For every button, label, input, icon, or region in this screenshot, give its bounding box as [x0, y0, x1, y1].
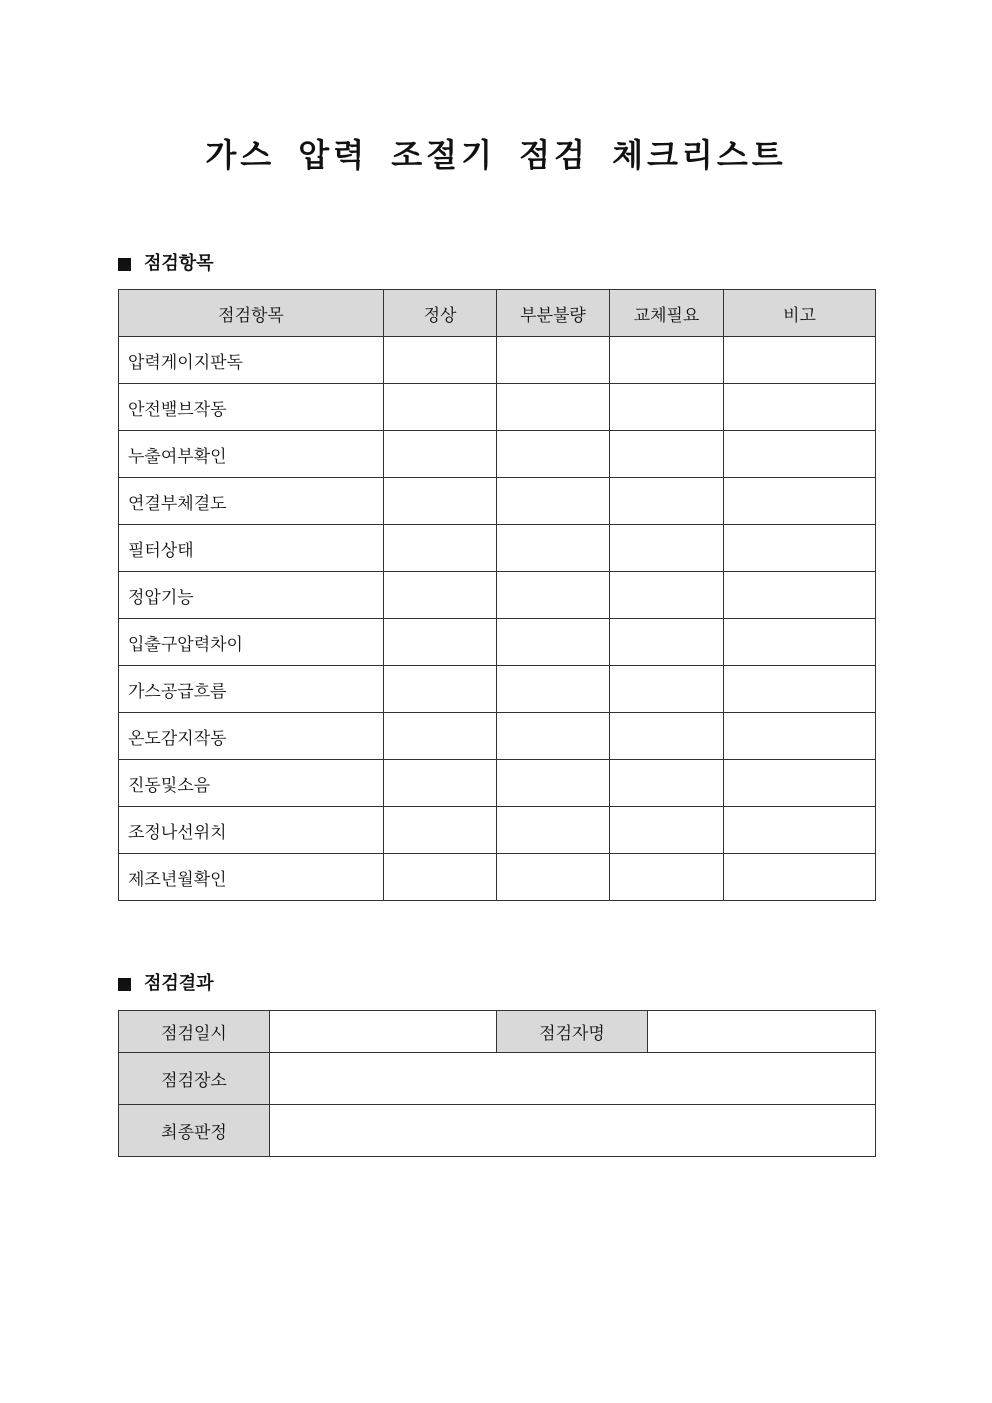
date-field[interactable]	[270, 1011, 497, 1053]
square-bullet-icon	[118, 978, 131, 991]
section-heading-label: 점검결과	[144, 973, 214, 994]
replace-needed-cell[interactable]	[610, 807, 724, 854]
table-row	[119, 854, 876, 901]
normal-cell[interactable]	[384, 666, 497, 713]
partial-defect-cell[interactable]	[497, 478, 610, 525]
checklist-item-label: 진동및소음	[119, 760, 384, 807]
replace-needed-cell[interactable]	[610, 337, 724, 384]
remarks-cell[interactable]	[724, 666, 876, 713]
remarks-cell[interactable]	[724, 525, 876, 572]
normal-cell[interactable]	[384, 619, 497, 666]
partial-defect-cell[interactable]	[497, 337, 610, 384]
table-row	[119, 337, 876, 384]
section-heading-inspection-items	[118, 252, 214, 276]
remarks-cell[interactable]	[724, 337, 876, 384]
replace-needed-cell[interactable]	[610, 384, 724, 431]
section-heading-label: 점검항목	[144, 253, 214, 274]
normal-cell[interactable]	[384, 431, 497, 478]
square-bullet-icon	[118, 258, 131, 271]
remarks-cell[interactable]	[724, 431, 876, 478]
remarks-cell[interactable]	[724, 760, 876, 807]
checklist-item-label: 입출구압력차이	[119, 619, 384, 666]
table-row	[119, 1105, 876, 1157]
inspection-result-table	[118, 1010, 876, 1157]
partial-defect-cell[interactable]	[497, 572, 610, 619]
section-heading-inspection-result	[118, 972, 214, 996]
table-row	[119, 1053, 876, 1105]
replace-needed-cell[interactable]	[610, 572, 724, 619]
checklist-item-label: 누출여부확인	[119, 431, 384, 478]
remarks-cell[interactable]	[724, 854, 876, 901]
column-header-remarks: 비고	[724, 290, 876, 337]
partial-defect-cell[interactable]	[497, 854, 610, 901]
column-header-replace-needed: 교체필요	[610, 290, 724, 337]
date-label: 점검일시	[119, 1011, 270, 1053]
inspector-label: 점검자명	[497, 1011, 648, 1053]
column-header-item: 점검항목	[119, 290, 384, 337]
replace-needed-cell[interactable]	[610, 525, 724, 572]
table-row	[119, 431, 876, 478]
partial-defect-cell[interactable]	[497, 619, 610, 666]
partial-defect-cell[interactable]	[497, 525, 610, 572]
inspector-field[interactable]	[648, 1011, 876, 1053]
normal-cell[interactable]	[384, 854, 497, 901]
normal-cell[interactable]	[384, 572, 497, 619]
column-header-normal: 정상	[384, 290, 497, 337]
partial-defect-cell[interactable]	[497, 666, 610, 713]
replace-needed-cell[interactable]	[610, 713, 724, 760]
normal-cell[interactable]	[384, 807, 497, 854]
normal-cell[interactable]	[384, 760, 497, 807]
replace-needed-cell[interactable]	[610, 431, 724, 478]
table-row	[119, 525, 876, 572]
remarks-cell[interactable]	[724, 807, 876, 854]
checklist-item-label: 온도감지작동	[119, 713, 384, 760]
checklist-item-label: 정압기능	[119, 572, 384, 619]
normal-cell[interactable]	[384, 478, 497, 525]
column-header-partial-defect: 부분불량	[497, 290, 610, 337]
table-row	[119, 619, 876, 666]
location-label: 점검장소	[119, 1053, 270, 1105]
page-title: 가스 압력 조절기 점검 체크리스트	[205, 136, 787, 174]
replace-needed-cell[interactable]	[610, 854, 724, 901]
location-field[interactable]	[270, 1053, 876, 1105]
replace-needed-cell[interactable]	[610, 760, 724, 807]
normal-cell[interactable]	[384, 713, 497, 760]
verdict-field[interactable]	[270, 1105, 876, 1157]
checklist-item-label: 가스공급흐름	[119, 666, 384, 713]
partial-defect-cell[interactable]	[497, 760, 610, 807]
replace-needed-cell[interactable]	[610, 478, 724, 525]
table-row	[119, 384, 876, 431]
replace-needed-cell[interactable]	[610, 619, 724, 666]
replace-needed-cell[interactable]	[610, 666, 724, 713]
table-row	[119, 478, 876, 525]
inspection-checklist-table	[118, 289, 876, 901]
verdict-label: 최종판정	[119, 1105, 270, 1157]
table-row	[119, 572, 876, 619]
checklist-item-label: 안전밸브작동	[119, 384, 384, 431]
table-row	[119, 807, 876, 854]
table-header-row	[119, 290, 876, 337]
normal-cell[interactable]	[384, 337, 497, 384]
partial-defect-cell[interactable]	[497, 384, 610, 431]
table-row	[119, 1011, 876, 1053]
checklist-item-label: 조정나선위치	[119, 807, 384, 854]
remarks-cell[interactable]	[724, 619, 876, 666]
table-row	[119, 666, 876, 713]
partial-defect-cell[interactable]	[497, 713, 610, 760]
normal-cell[interactable]	[384, 384, 497, 431]
checklist-item-label: 제조년월확인	[119, 854, 384, 901]
remarks-cell[interactable]	[724, 478, 876, 525]
remarks-cell[interactable]	[724, 384, 876, 431]
remarks-cell[interactable]	[724, 572, 876, 619]
checklist-item-label: 필터상태	[119, 525, 384, 572]
partial-defect-cell[interactable]	[497, 431, 610, 478]
checklist-item-label: 연결부체결도	[119, 478, 384, 525]
partial-defect-cell[interactable]	[497, 807, 610, 854]
checklist-item-label: 압력게이지판독	[119, 337, 384, 384]
normal-cell[interactable]	[384, 525, 497, 572]
remarks-cell[interactable]	[724, 713, 876, 760]
table-row	[119, 760, 876, 807]
table-row	[119, 713, 876, 760]
